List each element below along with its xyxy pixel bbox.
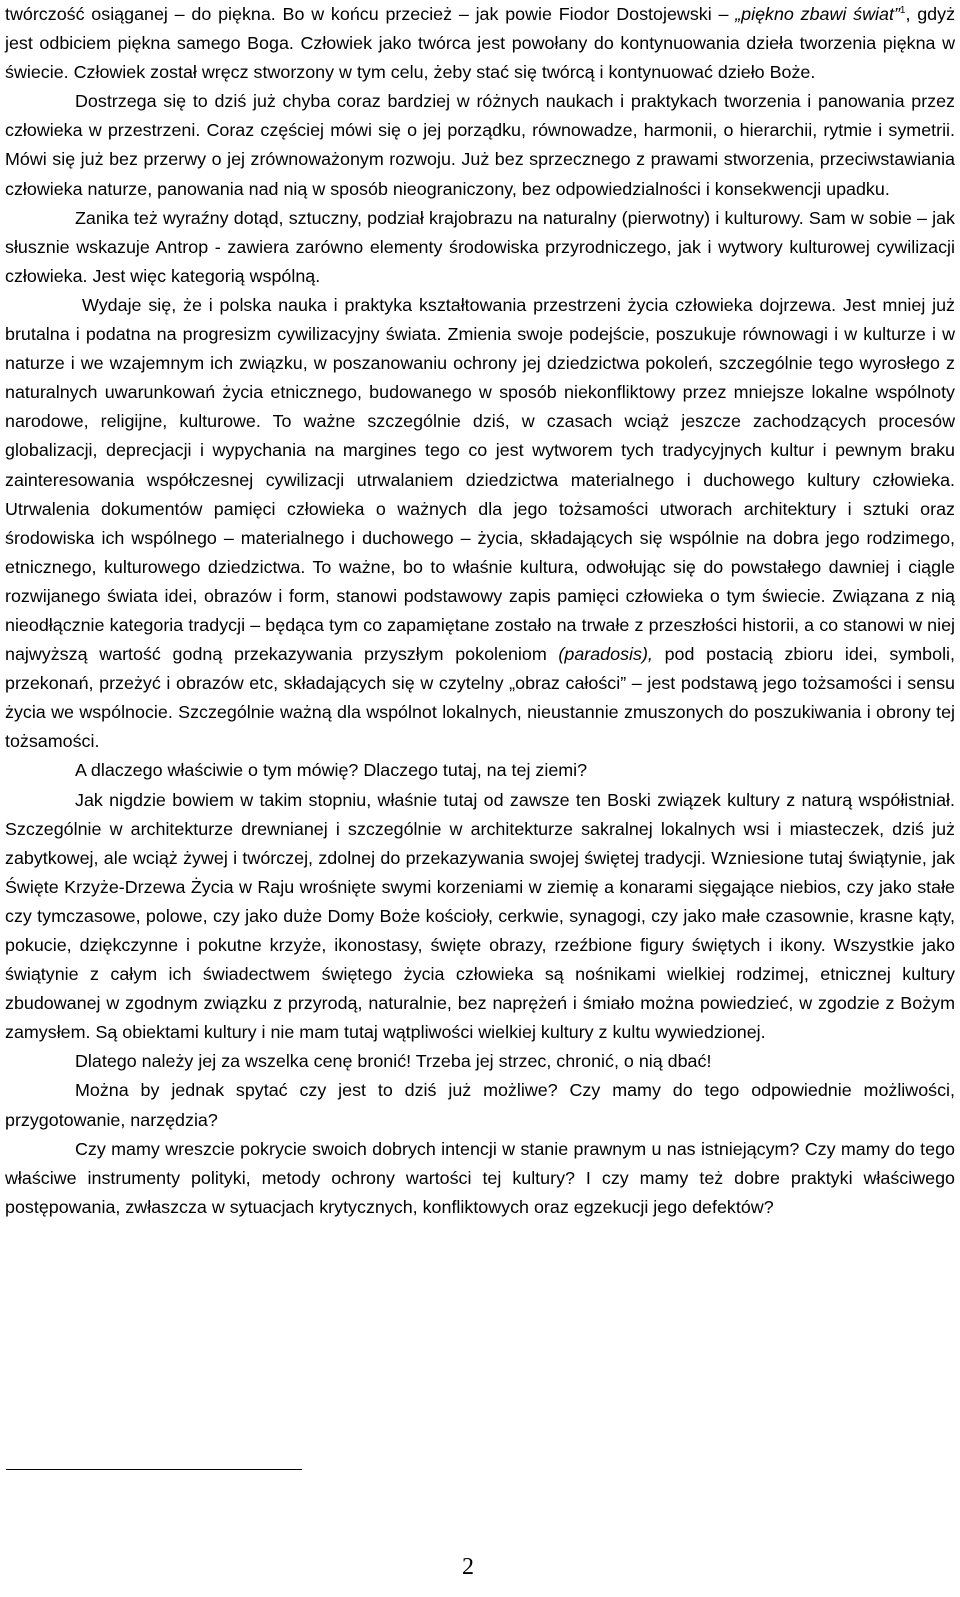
- text-run: Wydaje się, że i polska nauka i praktyka kształtowania przestrzeni życia człowieka dojrzewa. Jest mniej już brutalna i podatna na progresizm cywilizacyjny świata. Zmienia swoje podejście, poszukuje równowagi i w kulturze i w naturze i we wzajemnym ich związku, w poszanowaniu ochrony jej dziedzictwa pokoleń, szczególnie tego wyrosłego z naturalnych uwarunkowań życia etnicznego, budowanego w sposób niekonfliktowy przez mniejsze lokalne wspólnoty narodowe, religijne, kulturowe. To ważne szczególnie dziś, w czasach wciąż jeszcze zachodzących procesów globalizacji, deprecjacji i wypychania na margines tego co jest wytworem tych tradycyjnych kultur i pewnym braku zainteresowania współczesnej cywilizacji utrwalaniem dziedzictwa materialnego i duchowego kultury człowieka. Utrwalenia dokumentów pamięci człowieka o ważnych dla jego tożsamości utworach architektury i sztuki oraz środowiska ich wspólnego – materialnego i duchowego – życia, składających się wspólnie na dobra jego rodzimego, etnicznego, kulturowego dziedzictwa. To ważne, bo to właśnie kultura, odwołując się do powstałego dawniej i ciągle rozwijanego świata idei, obrazów i form, stanowi podstawowy zapis pamięci człowieka o tym świecie. Związana z nią nieodłącznie kategoria tradycji – będąca tym co zapamiętane zostało na trwałe z przeszłości historii, a co stanowi w niej najwyższą wartość godną przekazywania przyszłym pokoleniom: [5, 294, 955, 665]
- page-number: 2: [462, 1554, 474, 1580]
- paragraph-8: Można by jednak spytać czy jest to dziś już możliwe? Czy mamy do tego odpowiednie możliwości, przygotowanie, narzędzia?: [5, 1080, 955, 1130]
- paragraph-4: [5, 291, 955, 757]
- paragraph-9: Czy mamy wreszcie pokrycie swoich dobrych intencji w stanie prawnym u nas istniejącym? Czy mamy do tego właściwe instrumenty polityki, metody ochrony wartości tej kultury? I czy mamy też dobre praktyki właściwego postępowania, zwłaszcza w sytuacjach krytycznych, konfliktowych oraz egzekucji jego defektów?: [5, 1138, 955, 1217]
- footnote-separator: [6, 1469, 302, 1470]
- paragraph-6: Jak nigdzie bowiem w takim stopniu, właśnie tutaj od zawsze ten Boski związek kultury z naturą współistniał. Szczególnie w architekturze drewnianej i szczególnie w architekturze sakralnej lokalnych wsi i miasteczek, dziś już zabytkowej, ale wciąż żywej i twórczej, zdolnej do przekazywania swojej świętej tradycji. Wzniesione tutaj świątynie, jak Święte Krzyże-Drzewa Życia w Raju wrośnięte swymi korzeniami w ziemię a konarami sięgające niebios, czy jako stałe czy tymczasowe, polowe, czy jako duże Domy Boże kościoły, cerkwie, synagogi, czy jako małe czasownie, krasne kąty, pokucie, dziękczynne i pokutne krzyże, ikonostasy, święte obrazy, rzeźbione figury świętych i ikony. Wszystkie jako świątynie z całym ich świadectwem świętego życia człowieka są nośnikami wielkiej rodzimej, etnicznej kultury zbudowanej w zgodnym związku z przyrodą, naturalnie, bez naprężeń i śmiało można powiedzieć, w zgodzie z Bożym zamysłem. Są obiektami kultury i nie mam tutaj wątpliwości wielkiej kultury z kultu wywiedzionej.: [5, 789, 955, 1043]
- paradosis-term: (paradosis),: [558, 644, 653, 665]
- paragraph-2: Dostrzega się to dziś już chyba coraz bardziej w różnych naukach i praktykach tworzenia i panowania przez człowieka w przestrzeni. Coraz częściej mówi się o jej porządku, równowadze, harmonii, o hierarchii, rytmie i symetrii. Mówi się już bez przerwy o jej zrównoważonym rozwoju. Już bez sprzecznego z prawami stworzenia, przeciwstawiania człowieka naturze, panowania nad nią w sposób nieograniczony, bez odpowiedzialności i konsekwencji upadku.: [5, 91, 955, 199]
- paragraph-5: A dlaczego właściwie o tym mówię? Dlaczego tutaj, na tej ziemi?: [75, 760, 588, 781]
- footnote-marker[interactable]: 1: [899, 5, 906, 17]
- paragraph-1: [5, 0, 955, 87]
- text-run: twórczość osiąganej – do piękna. Bo w końcu przecież – jak powie Fiodor Dostojewski –: [5, 4, 736, 24]
- dostoevsky-quote: „piękno zbawi świat”: [735, 4, 900, 24]
- paragraph-7: Dlatego należy jej za wszelka cenę bronić! Trzeba jej strzec, chronić, o nią dbać!: [75, 1051, 712, 1072]
- text-run: , gdyż jest odbiciem piękna samego Boga. Człowiek jako twórca jest powołany do kontynuowania dzieła tworzenia piękna w świecie. Człowiek został wręcz stworzony w tym celu, żeby stać się twórcą i kontynuować dzieło Boże.: [5, 4, 956, 83]
- text-run: pod postacią zbioru idei, symboli, przekonań, przeżyć i obrazów etc, składających się w czytelny „obraz całości” – jest podstawą jego tożsamości i sensu życia we wspólnocie. Szczególnie ważną dla wspólnot lokalnych, nieustannie zmuszonych do poszukiwania i obrony tej tożsamości.: [5, 644, 955, 752]
- document-page: [5, 0, 955, 1222]
- paragraph-3: Zanika też wyraźny dotąd, sztuczny, podział krajobrazu na naturalny (pierwotny) i kulturowy. Sam w sobie – jak słusznie wskazuje Antrop - zawiera zarówno elementy środowiska przyrodniczego, jak i wytwory kulturowej cywilizacji człowieka. Jest więc kategorią wspólną.: [5, 207, 955, 286]
